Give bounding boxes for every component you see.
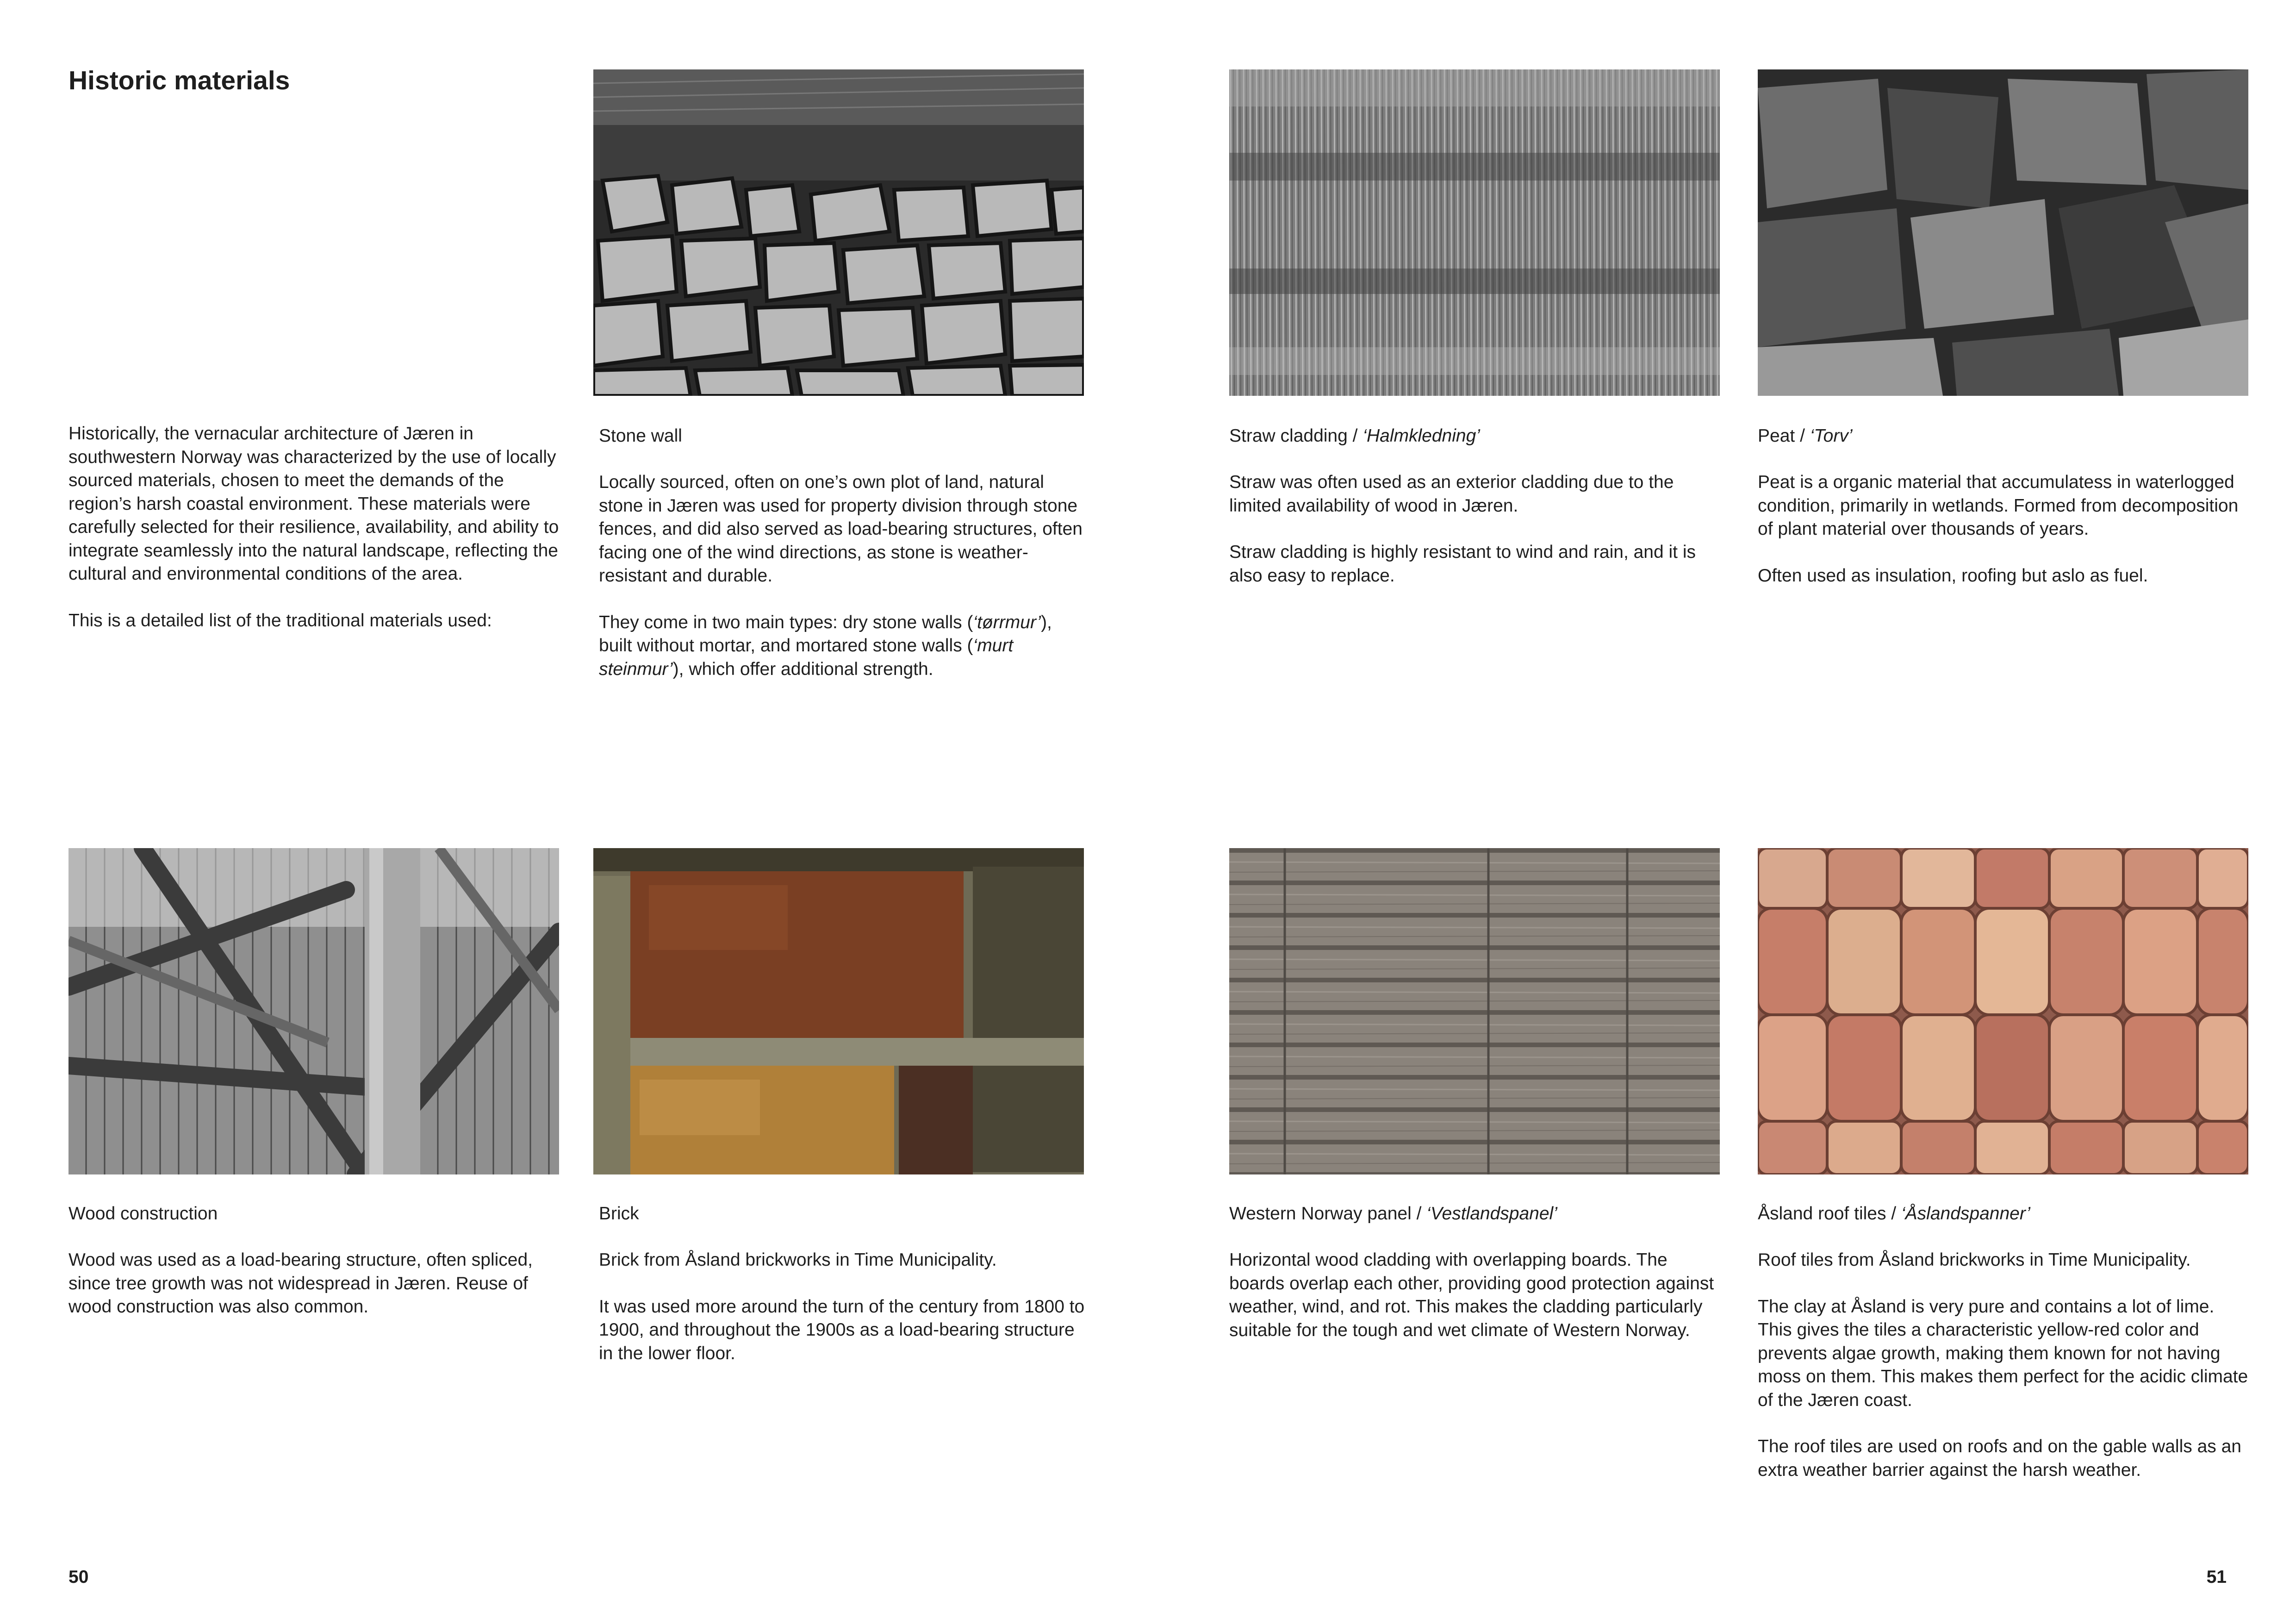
peat-photo <box>1758 69 2248 396</box>
term-halmkledning: ‘Halmkledning’ <box>1363 426 1480 446</box>
brick-heading: Brick <box>599 1204 639 1224</box>
straw-cladding-description <box>1229 471 1720 611</box>
asland-roof-tiles-photo <box>1758 848 2248 1174</box>
stone-wall-description <box>599 471 1089 704</box>
stone-wall-paragraph <box>599 611 1089 681</box>
term-torrmur: ‘tørrmur’ <box>973 612 1041 632</box>
text-span: They come in two main types: dry stone walls ( <box>599 612 973 632</box>
wood-paragraph: Wood was used as a load-bearing structure, often spliced, since tree growth was not widespread in Jæren. Reuse of wood construction was also common. <box>68 1250 533 1317</box>
brick-description <box>599 1249 1089 1388</box>
heading-text: Western Norway panel / <box>1229 1204 1427 1224</box>
page-title: Historic materials <box>68 66 290 95</box>
wood-construction-heading: Wood construction <box>68 1204 218 1224</box>
intro-text <box>68 422 559 656</box>
straw-cladding-photo <box>1229 69 1720 396</box>
wood-construction-photo <box>68 848 559 1174</box>
brick-photo <box>593 848 1084 1174</box>
brick-paragraph: Brick from Åsland brickworks in Time Municipality. <box>599 1250 997 1270</box>
peat-heading <box>1758 425 1852 448</box>
straw-cladding-heading <box>1229 425 1480 448</box>
heading-text: Peat / <box>1758 426 1810 446</box>
peat-description <box>1758 471 2248 611</box>
term-aslandspanner: ‘Åslandspanner’ <box>1901 1204 2030 1224</box>
heading-text: Straw cladding / <box>1229 426 1363 446</box>
straw-paragraph: Straw was often used as an exterior cladding due to the limited availability of wood in Jæren. <box>1229 472 1674 516</box>
text-span: ), built without mortar, and mortared stone walls ( <box>599 612 1052 656</box>
stone-wall-heading: Stone wall <box>599 426 682 446</box>
tiles-paragraph: The clay at Åsland is very pure and contains a lot of lime. This gives the tiles a characteristic yellow-red color and prevents algae growth, making them known for not having moss on them. This makes them perfect for the acidic climate of the Jæren coast. <box>1758 1296 2248 1410</box>
page-number-right: 51 <box>2206 1567 2227 1587</box>
term-vestlandspanel: ‘Vestlandspanel’ <box>1426 1204 1557 1224</box>
peat-paragraph: Peat is a organic material that accumulatess in waterlogged condition, primarily in wetlands. Formed from decomposition of plant material over thousands of years. <box>1758 472 2239 539</box>
wood-construction-description <box>68 1249 559 1342</box>
peat-paragraph: Often used as insulation, roofing but aslo as fuel. <box>1758 565 2148 586</box>
page-number-left: 50 <box>68 1567 89 1587</box>
asland-roof-tiles-description <box>1758 1249 2248 1505</box>
term-torv: ‘Torv’ <box>1810 426 1853 446</box>
tiles-paragraph: The roof tiles are used on roofs and on the gable walls as an extra weather barrier against the harsh weather. <box>1758 1437 2241 1480</box>
straw-paragraph: Straw cladding is highly resistant to wind and rain, and it is also easy to replace. <box>1229 542 1696 586</box>
intro-paragraph: Historically, the vernacular architecture of Jæren in southwestern Norway was characterized by the use of locally sourced materials, chosen to meet the demands of the region’s harsh coastal environment. These materials were carefully selected for their resilience, availability, and ability to integrate seamlessly into the natural landscape, reflecting the cultural and environmental conditions of the area. <box>68 424 559 584</box>
heading-text: Åsland roof tiles / <box>1758 1204 1901 1224</box>
stone-wall-paragraph: Locally sourced, often on one’s own plot of land, natural stone in Jæren was used for property division through stone fences, and did also served as load-bearing structures, often facing one of the wind directions, as stone is weather-resistant and durable. <box>599 472 1083 586</box>
text-span: ), which offer additional strength. <box>672 659 933 679</box>
panel-paragraph: Horizontal wood cladding with overlapping boards. The boards overlap each other, providing good protection against weather, wind, and rot. This makes the cladding particularly suitable for the tough and wet climate of Western Norway. <box>1229 1250 1714 1340</box>
asland-roof-tiles-heading <box>1758 1202 2030 1225</box>
western-norway-panel-description <box>1229 1249 1720 1365</box>
western-norway-panel-heading <box>1229 1202 1557 1225</box>
intro-paragraph: This is a detailed list of the traditional materials used: <box>68 610 492 631</box>
brick-paragraph: It was used more around the turn of the century from 1800 to 1900, and throughout the 1900s as a load-bearing structure in the lower floor. <box>599 1296 1085 1363</box>
tiles-paragraph: Roof tiles from Åsland brickworks in Time Municipality. <box>1758 1250 2191 1270</box>
stone-wall-photo <box>593 69 1084 396</box>
term-murt-steinmur: ‘murt steinmur’ <box>599 636 1014 679</box>
western-norway-panel-photo <box>1229 848 1720 1174</box>
